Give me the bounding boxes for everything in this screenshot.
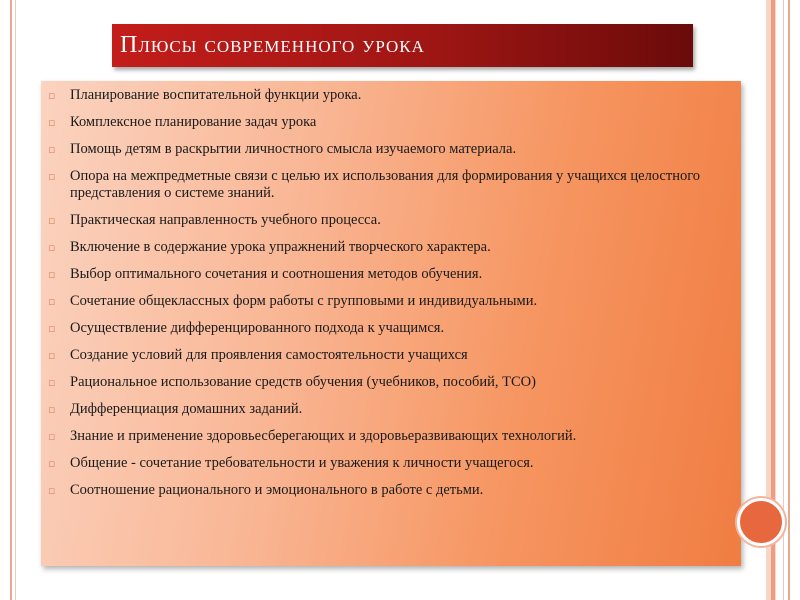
bullet-icon: ▫ bbox=[48, 349, 56, 362]
bullet-list bbox=[41, 87, 741, 509]
list-item bbox=[41, 320, 741, 337]
slide-title-bar bbox=[112, 24, 693, 67]
list-item bbox=[41, 141, 741, 158]
list-item bbox=[41, 374, 741, 391]
list-item-text: Помощь детям в раскрытии личностного смысла изучаемого материала. bbox=[70, 141, 517, 157]
bullet-icon: ▫ bbox=[48, 89, 56, 102]
list-item-text: Соотношение рационального и эмоционального в работе с детьми. bbox=[70, 482, 484, 498]
list-item bbox=[41, 168, 741, 202]
bullet-icon: ▫ bbox=[48, 241, 56, 254]
list-item-text: Общение - сочетание требовательности и уважения к личности учащегося. bbox=[70, 455, 534, 471]
list-item bbox=[41, 455, 741, 472]
list-item-text: Осуществление дифференцированного подхода к учащимся. bbox=[70, 320, 445, 336]
frame-line-right bbox=[788, 0, 790, 600]
list-item-text: Знание и применение здоровьесберегающих и здоровьеразвивающих технологий. bbox=[70, 428, 577, 444]
content-box bbox=[41, 81, 741, 566]
list-item-text: Опора на межпредметные связи с целью их использования для формирования у учащихся целостного представления о системе знаний. bbox=[70, 168, 701, 201]
list-item bbox=[41, 239, 741, 256]
list-item-text: Сочетание общеклассных форм работы с групповыми и индивидуальными. bbox=[70, 293, 538, 309]
frame-line-left-inner bbox=[15, 0, 16, 600]
list-item-text: Планирование воспитательной функции урока. bbox=[70, 87, 362, 103]
list-item bbox=[41, 87, 741, 104]
list-item bbox=[41, 293, 741, 310]
list-item bbox=[41, 401, 741, 418]
list-item bbox=[41, 266, 741, 283]
bullet-icon: ▫ bbox=[48, 116, 56, 129]
bullet-icon: ▫ bbox=[48, 143, 56, 156]
list-item-text: Выбор оптимального сочетания и соотношения методов обучения. bbox=[70, 266, 483, 282]
list-item-text: Практическая направленность учебного процесса. bbox=[70, 212, 381, 228]
bullet-icon: ▫ bbox=[48, 430, 56, 443]
bullet-icon: ▫ bbox=[48, 484, 56, 497]
bullet-icon: ▫ bbox=[48, 170, 56, 183]
bullet-icon: ▫ bbox=[48, 295, 56, 308]
list-item-text: Создание условий для проявления самостоятельности учащихся bbox=[70, 347, 468, 363]
list-item-text: Комплексное планирование задач урока bbox=[70, 114, 317, 130]
list-item bbox=[41, 428, 741, 445]
list-item-text: Дифференциация домашних заданий. bbox=[70, 401, 303, 417]
slide-title: Плюсы современного урока bbox=[120, 32, 425, 58]
list-item bbox=[41, 347, 741, 364]
list-item bbox=[41, 482, 741, 499]
frame-line-right-inner bbox=[783, 0, 784, 600]
bullet-icon: ▫ bbox=[48, 322, 56, 335]
list-item-text: Включение в содержание урока упражнений творческого характера. bbox=[70, 239, 491, 255]
frame-line-left bbox=[10, 0, 12, 600]
bullet-icon: ▫ bbox=[48, 457, 56, 470]
bullet-icon: ▫ bbox=[48, 268, 56, 281]
list-item bbox=[41, 114, 741, 131]
bullet-icon: ▫ bbox=[48, 376, 56, 389]
bullet-icon: ▫ bbox=[48, 403, 56, 416]
bullet-icon: ▫ bbox=[48, 214, 56, 227]
list-item bbox=[41, 212, 741, 229]
list-item-text: Рациональное использование средств обучения (учебников, пособий, ТСО) bbox=[70, 374, 536, 390]
decorative-circle bbox=[737, 498, 785, 546]
